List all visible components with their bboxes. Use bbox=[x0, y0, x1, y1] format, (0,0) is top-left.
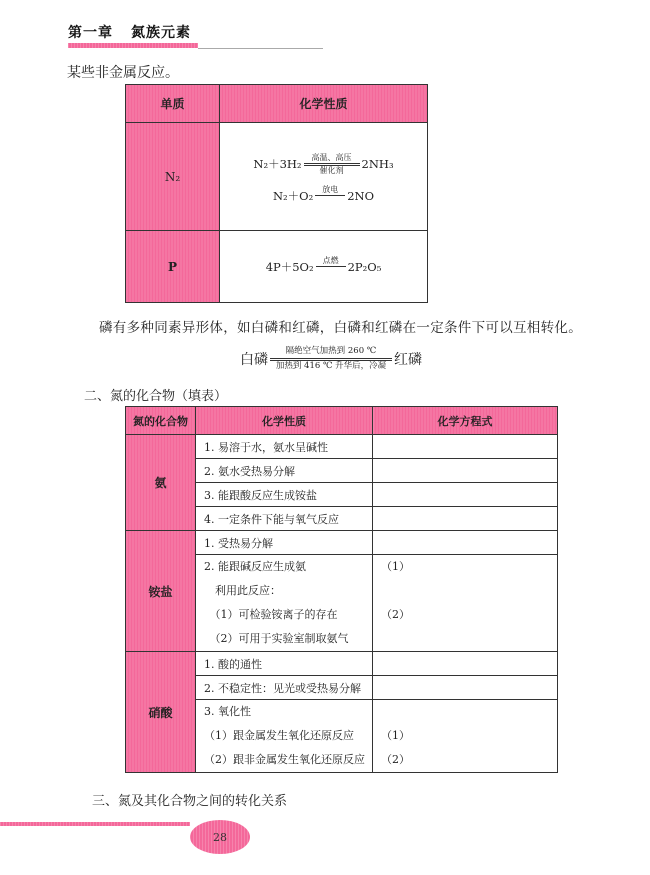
equation bbox=[273, 185, 374, 207]
chapter-header bbox=[68, 22, 191, 42]
equation-blank[interactable] bbox=[381, 579, 557, 603]
equation-input[interactable] bbox=[373, 652, 558, 676]
table-header-row bbox=[126, 85, 428, 123]
column-header-element: 单质 bbox=[126, 85, 220, 123]
chapter-title: 氮族元素 bbox=[131, 25, 191, 41]
equation-input[interactable] bbox=[373, 555, 558, 652]
property-cell bbox=[196, 700, 373, 773]
nitrogen-compounds-table bbox=[125, 406, 558, 773]
condition-above: 放电 bbox=[322, 184, 339, 194]
property-line: 利用此反应： bbox=[204, 584, 281, 597]
condition-above: 高温、高压 bbox=[311, 152, 352, 162]
condition-below: 催化剂 bbox=[319, 165, 344, 175]
property-line: 2. 能跟碱反应生成氨 bbox=[204, 560, 306, 573]
reactants: N₂＋3H₂ bbox=[253, 156, 302, 171]
red-phosphorus: 红磷 bbox=[394, 352, 422, 368]
phosphorus-conversion bbox=[240, 346, 422, 372]
equation-blank[interactable]: （2） bbox=[381, 608, 410, 621]
column-header-equation: 化学方程式 bbox=[373, 407, 558, 435]
products: 2NO bbox=[347, 188, 375, 203]
section-heading: 三、氮及其化合物之间的转化关系 bbox=[92, 794, 288, 809]
white-phosphorus: 白磷 bbox=[240, 352, 268, 368]
table-row bbox=[126, 435, 558, 459]
property-cell: 2. 氨水受热易分解 bbox=[196, 459, 373, 483]
reversible-arrow-icon bbox=[304, 153, 360, 175]
property-cell: 2. 不稳定性：见光或受热易分解 bbox=[196, 676, 373, 700]
compound-label: 硝酸 bbox=[126, 652, 196, 773]
equation-input[interactable] bbox=[373, 700, 558, 773]
property-line: （2）跟非金属发生氧化还原反应 bbox=[204, 753, 365, 766]
table-row bbox=[126, 123, 428, 231]
property-line: （1）可检验铵离子的存在 bbox=[204, 608, 338, 621]
property-cell: 1. 易溶于水，氨水呈碱性 bbox=[196, 435, 373, 459]
property-cell: 3. 能跟酸反应生成铵盐 bbox=[196, 483, 373, 507]
property-cell: 4. 一定条件下能与氧气反应 bbox=[196, 507, 373, 531]
reactants: N₂＋O₂ bbox=[272, 188, 314, 203]
column-header-properties: 化学性质 bbox=[196, 407, 373, 435]
table-row bbox=[126, 652, 558, 676]
element-label: N₂ bbox=[126, 123, 220, 231]
page-number: 28 bbox=[213, 830, 227, 844]
reaction-cell bbox=[220, 123, 428, 231]
table-row bbox=[126, 531, 558, 555]
column-header-properties: 化学性质 bbox=[220, 85, 428, 123]
allotrope-paragraph: 磷有多种同素异形体，如白磷和红磷，白磷和红磷在一定条件下可以互相转化。 bbox=[99, 320, 582, 336]
property-cell bbox=[196, 555, 373, 652]
property-line: 3. 氧化性 bbox=[204, 705, 251, 718]
condition-above: 隔绝空气加热到 260 ℃ bbox=[285, 346, 377, 356]
equation-input[interactable] bbox=[373, 459, 558, 483]
element-label: P bbox=[126, 231, 220, 303]
products: 2NH₃ bbox=[361, 156, 394, 171]
chapter-number: 第一章 bbox=[68, 25, 113, 41]
equation-input[interactable] bbox=[373, 507, 558, 531]
arrow-icon bbox=[316, 256, 346, 278]
equation bbox=[253, 153, 393, 175]
property-cell: 1. 酸的通性 bbox=[196, 652, 373, 676]
intro-text: 某些非金属反应。 bbox=[67, 65, 179, 81]
compound-label: 氨 bbox=[126, 435, 196, 531]
equation-input[interactable] bbox=[373, 483, 558, 507]
header-divider bbox=[198, 48, 323, 49]
property-line: （2）可用于实验室制取氨气 bbox=[204, 632, 349, 645]
column-header-compound: 氮的化合物 bbox=[126, 407, 196, 435]
equation-input[interactable] bbox=[373, 531, 558, 555]
condition-below: 加热到 416 ℃ 升华后，冷凝 bbox=[275, 361, 387, 371]
table-header-row bbox=[126, 407, 558, 435]
products: 2P₂O₅ bbox=[347, 259, 382, 274]
header-decorative-rule bbox=[68, 43, 198, 48]
reactants: 4P＋5O₂ bbox=[265, 259, 314, 274]
footer-decorative-rule bbox=[0, 822, 190, 826]
table-row bbox=[126, 231, 428, 303]
property-cell: 1. 受热易分解 bbox=[196, 531, 373, 555]
equation-blank[interactable]: （1） bbox=[381, 729, 410, 742]
section-heading: 二、氮的化合物（填表） bbox=[84, 389, 228, 404]
arrow-icon bbox=[315, 185, 345, 207]
equation-input[interactable] bbox=[373, 676, 558, 700]
property-line: （1）跟金属发生氧化还原反应 bbox=[204, 729, 354, 742]
reaction-cell bbox=[220, 231, 428, 303]
nonmetal-reactions-table bbox=[125, 84, 428, 303]
equation bbox=[266, 256, 382, 278]
equation-blank[interactable] bbox=[381, 700, 557, 724]
equation-blank[interactable] bbox=[381, 627, 557, 651]
page-number-badge bbox=[190, 820, 250, 854]
equation-blank[interactable]: （2） bbox=[381, 753, 410, 766]
compound-label: 铵盐 bbox=[126, 531, 196, 652]
reversible-arrow-icon bbox=[270, 346, 392, 372]
condition-above: 点燃 bbox=[322, 255, 339, 265]
equation-input[interactable] bbox=[373, 435, 558, 459]
equation-blank[interactable]: （1） bbox=[381, 560, 410, 573]
